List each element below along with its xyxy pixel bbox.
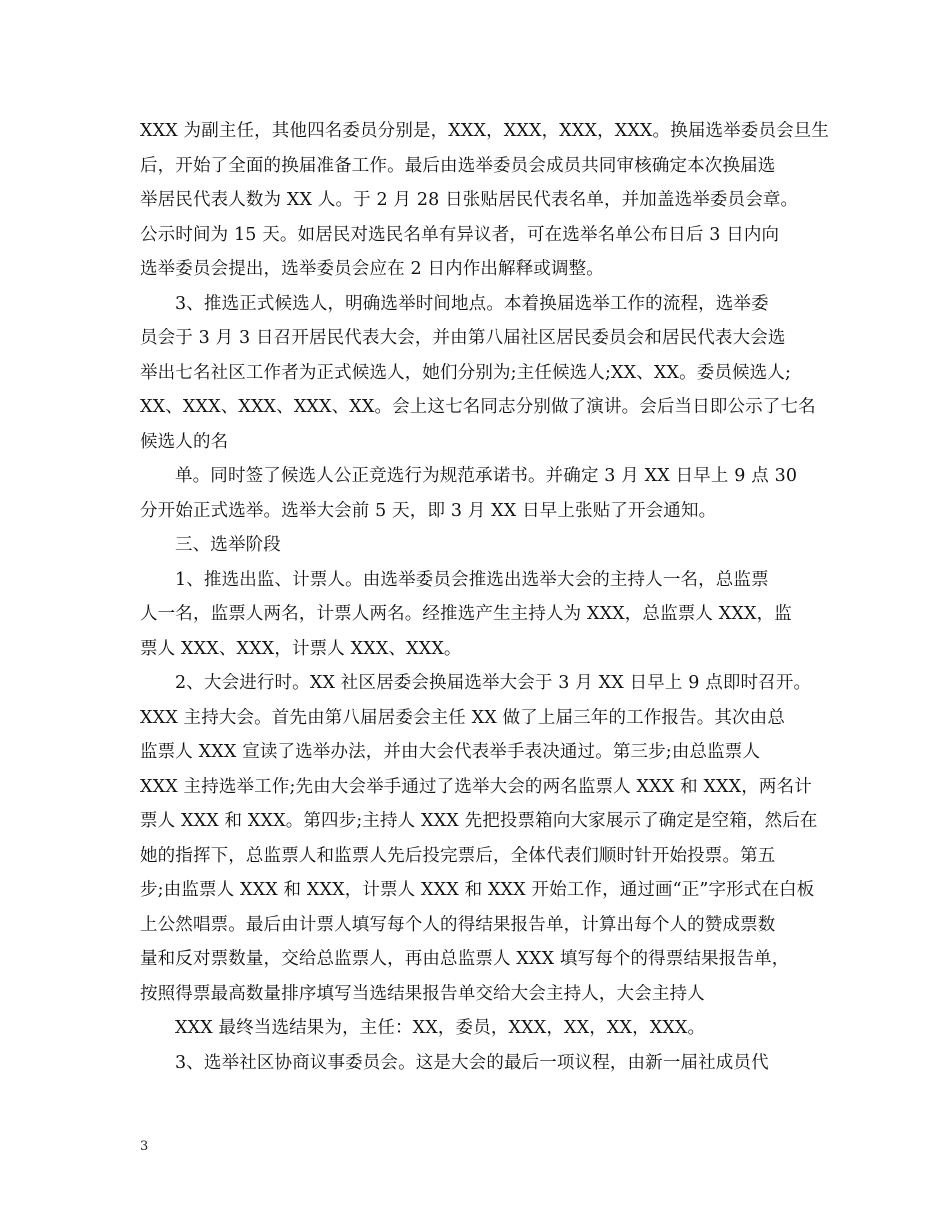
text-line: 监票人 XXX 宣读了选举办法，并由大会代表举手表决通过。第三步;由总监票人 [140,742,761,762]
text-line: 她的指挥下，总监票人和监票人先后投完票后，全体代表们顺时针开始投票。第五 [140,845,776,866]
text-line: 人一名，监票人两名，计票人两名。经推选产生主持人为 XXX，总监票人 XXX，监 [140,604,792,624]
text-line: 票人 XXX、XXX，计票人 XXX、XXX。 [140,638,462,659]
text-line: 量和反对票数量，交给总监票人，再由总监票人 XXX 填写每个的得票结果报告单， [140,949,790,969]
text-line: XX、XXX、XXX、XXX、XX。会上这七名同志分别做了演讲。会后当日即公示了七名 [140,397,816,417]
paragraph-start-line: 单。同时签了候选人公正竞选行为规范承诺书。并确定 3 月 XX 日早上 9 点 30 [175,466,798,486]
text-line: 员会于 3 月 3 日召开居民代表大会，并由第八届社区居民委员会和居民代表大会选 [140,328,786,348]
text-line: 选举委员会提出，选举委员会应在 2 日内作出解释或调整。 [140,259,604,279]
paragraph-start-line: 1、推选出监、计票人。由选举委员会推选出选举大会的主持人一名，总监票 [175,569,769,590]
paragraph-start-line: 3、推选正式候选人，明确选举时间地点。本着换届选举工作的流程，选举委 [175,293,769,314]
text-line: 候选人的名 [140,431,229,452]
text-line: 步;由监票人 XXX 和 XXX，计票人 XXX 和 XXX 开始工作，通过画“正”字形式在白板 [140,880,815,900]
text-line: 分开始正式选举。选举大会前 5 天，即 3 月 XX 日早上张贴了开会通知。 [140,500,717,521]
section-heading: 三、选举阶段 [175,535,281,555]
paragraph-start-line: 2、大会进行时。XX 社区居委会换届选举大会于 3 月 XX 日早上 9 点即时召开。 [175,673,812,693]
text-line: 举出七名社区工作者为正式候选人，她们分别为;主任候选人;XX、XX。委员候选人; [140,362,792,383]
text-line: 举居民代表人数为 XX 人。于 2 月 28 日张贴居民代表名单，并加盖选举委员会章。 [140,190,799,210]
paragraph-start-line: 3、选举社区协商议事委员会。这是大会的最后一项议程，由新一届社成员代 [175,1052,769,1073]
text-line: 后，开始了全面的换届准备工作。最后由选举委员会成员共同审核确定本次换届选 [140,155,776,176]
text-line: 按照得票最高数量排序填写当选结果报告单交给大会主持人，大会主持人 [140,983,705,1004]
page-number: 3 [140,1139,149,1154]
text-line: XXX 主持选举工作;先由大会举手通过了选举大会的两名监票人 XXX 和 XXX，两名计 [140,776,812,797]
text-line: 公示时间为 15 天。如居民对选民名单有异议者，可在选举名单公布日后 3 日内向 [140,224,780,245]
text-line: 上公然唱票。最后由计票人填写每个人的得结果报告单，计算出每个人的赞成票数 [140,914,776,935]
text-line: XXX 主持大会。首先由第八届居委会主任 XX 做了上届三年的工作报告。其次由总 [140,707,785,728]
body-text [140,114,830,1080]
text-line: 票人 XXX 和 XXX。第四步;主持人 XXX 先把投票箱向大家展示了确定是空箱，然后在 [140,811,818,831]
paragraph-start-line: XXX 最终当选结果为，主任：XX，委员，XXX，XX，XX，XXX。 [175,1018,706,1038]
text-line: XXX 为副主任，其他四名委员分别是，XXX，XXX，XXX，XXX。换届选举委员会旦生 [140,121,830,141]
